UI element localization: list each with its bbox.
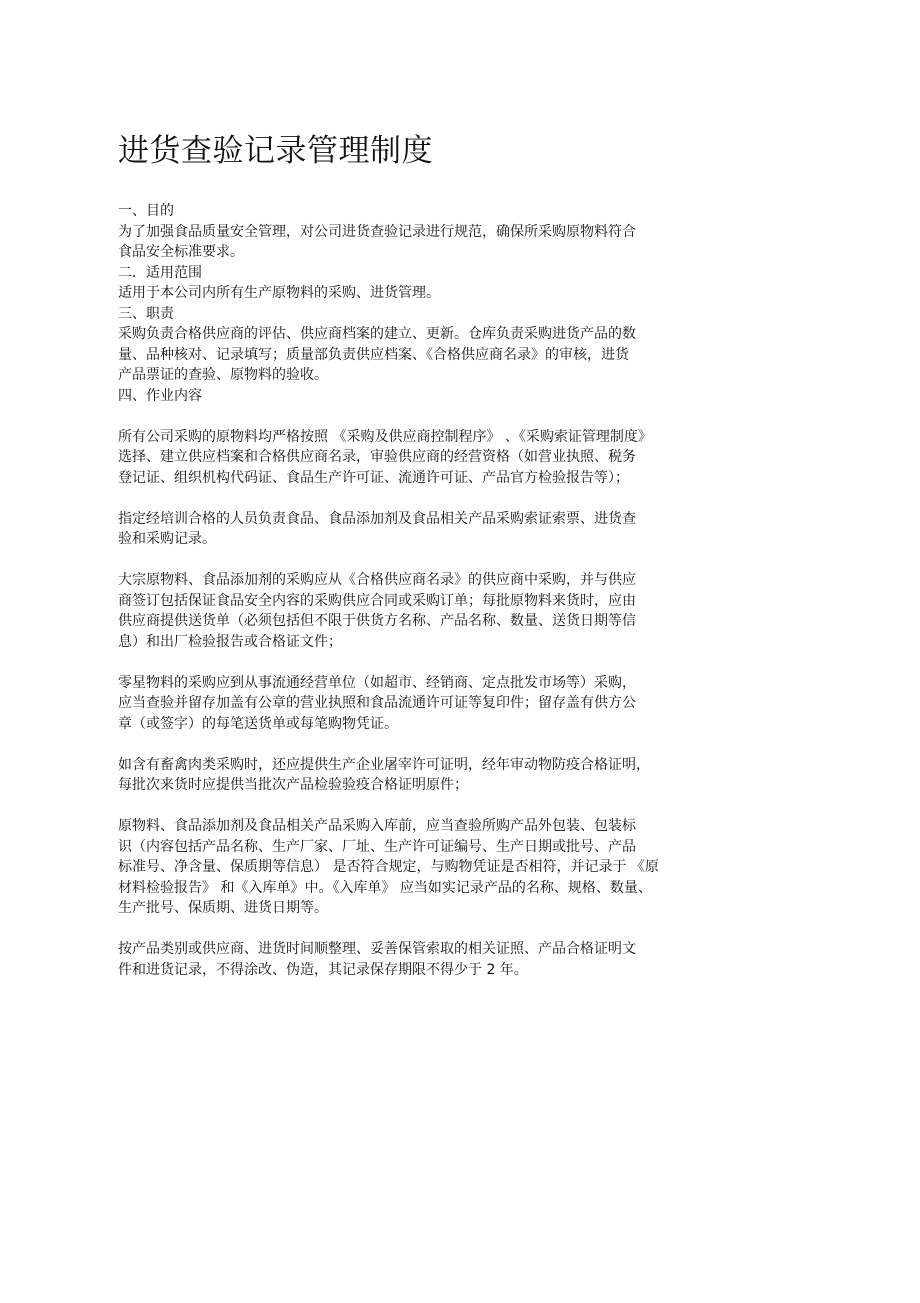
body-line: 按产品类别或供应商、进货时间顺整理、妥善保管索取的相关证照、产品合格证明文: [118, 941, 636, 957]
document-body: [118, 201, 768, 980]
paragraph-gap: [118, 919, 768, 940]
document-title: 进货查验记录管理制度: [118, 133, 433, 169]
body-line: 食品安全标准要求。: [118, 244, 244, 260]
body-line: 每批次来货时应提供当批次产品检验验疫合格证明原件；: [118, 777, 468, 793]
body-line: 标准号、净含量、保质期等信息） 是否符合规定，与购物凭证是否相符，并记录于 《原: [118, 859, 659, 875]
body-line: 供应商提供送货单（必须包括但不限于供货方名称、产品名称、数量、送货日期等信: [118, 613, 636, 629]
body-line: 验和采购记录。: [118, 531, 216, 547]
body-line: 零星物料的采购应到从事流通经营单位（如超市、经销商、定点批发市场等）采购，: [118, 674, 636, 691]
body-line: 三、职责: [118, 305, 174, 322]
paragraph-gap: [118, 734, 768, 755]
paragraph-gap: [118, 406, 768, 427]
paragraph-gap: [118, 652, 768, 673]
body-line: 所有公司采购的原物料均严格按照 《采购及供应商控制程序》 、《采购索证管理制度》: [118, 428, 652, 445]
paragraph-gap: [118, 488, 768, 509]
body-line: 采购负责合格供应商的评估、供应商档案的建立、更新。仓库负责采购进货产品的数: [118, 326, 636, 342]
body-line: 如含有畜禽肉类采购时，还应提供生产企业屠宰许可证明，经年审动物防疫合格证明，: [118, 756, 650, 773]
body-line: 二．适用范围: [118, 264, 202, 281]
body-line: 适用于本公司内所有生产原物料的采购、进货管理。: [118, 285, 440, 301]
body-line: 四、作业内容: [118, 387, 202, 404]
body-line: 材料检验报告》 和《入库单》中。《入库单》 应当如实记录产品的名称、规格、数量、: [118, 879, 652, 896]
body-line: 登记证、组织机构代码证、食品生产许可证、流通许可证、产品官方检验报告等）；: [118, 469, 629, 486]
body-line: 原物料、食品添加剂及食品相关产品采购入库前，应当查验所购产品外包装、包装标: [118, 818, 636, 834]
body-line: 件和进货记录，不得涂改、伪造，其记录保存期限不得少于 2 年。: [118, 961, 528, 978]
body-line: 章（或签字）的每笔送货单或每笔购物凭证。: [118, 715, 398, 732]
body-line: 生产批号、保质期、进货日期等。: [118, 900, 328, 916]
body-line: 选择、建立供应档案和合格供应商名录，审验供应商的经营资格（如营业执照、税务: [118, 449, 636, 465]
paragraph-gap: [118, 796, 768, 817]
body-line: 应当查验并留存加盖有公章的营业执照和食品流通许可证等复印件；留存盖有供方公: [118, 695, 636, 711]
body-line: 大宗原物料、食品添加剂的采购应从《合格供应商名录》的供应商中采购，并与供应: [118, 572, 636, 588]
body-line: 息）和出厂检验报告或合格证文件；: [118, 633, 342, 650]
body-line: 为了加强食品质量安全管理，对公司进货查验记录进行规范，确保所采购原物料符合: [118, 223, 636, 240]
body-line: 商签订包括保证食品安全内容的采购供应合同或采购订单；每批原物料来货时，应由: [118, 592, 636, 609]
body-line: 指定经培训合格的人员负责食品、食品添加剂及食品相关产品采购索证索票、进货查: [118, 510, 636, 527]
body-line: 量、品种核对、记录填写；质量部负责供应档案、《合格供应商名录》的审核，进货: [118, 346, 629, 363]
body-line: 产品票证的查验、原物料的验收。: [118, 367, 328, 383]
body-line: 一、目的: [118, 203, 174, 219]
body-line: 识（内容包括产品名称、生产厂家、厂址、生产许可证编号、生产日期或批号、产品: [118, 838, 636, 855]
paragraph-gap: [118, 550, 768, 571]
